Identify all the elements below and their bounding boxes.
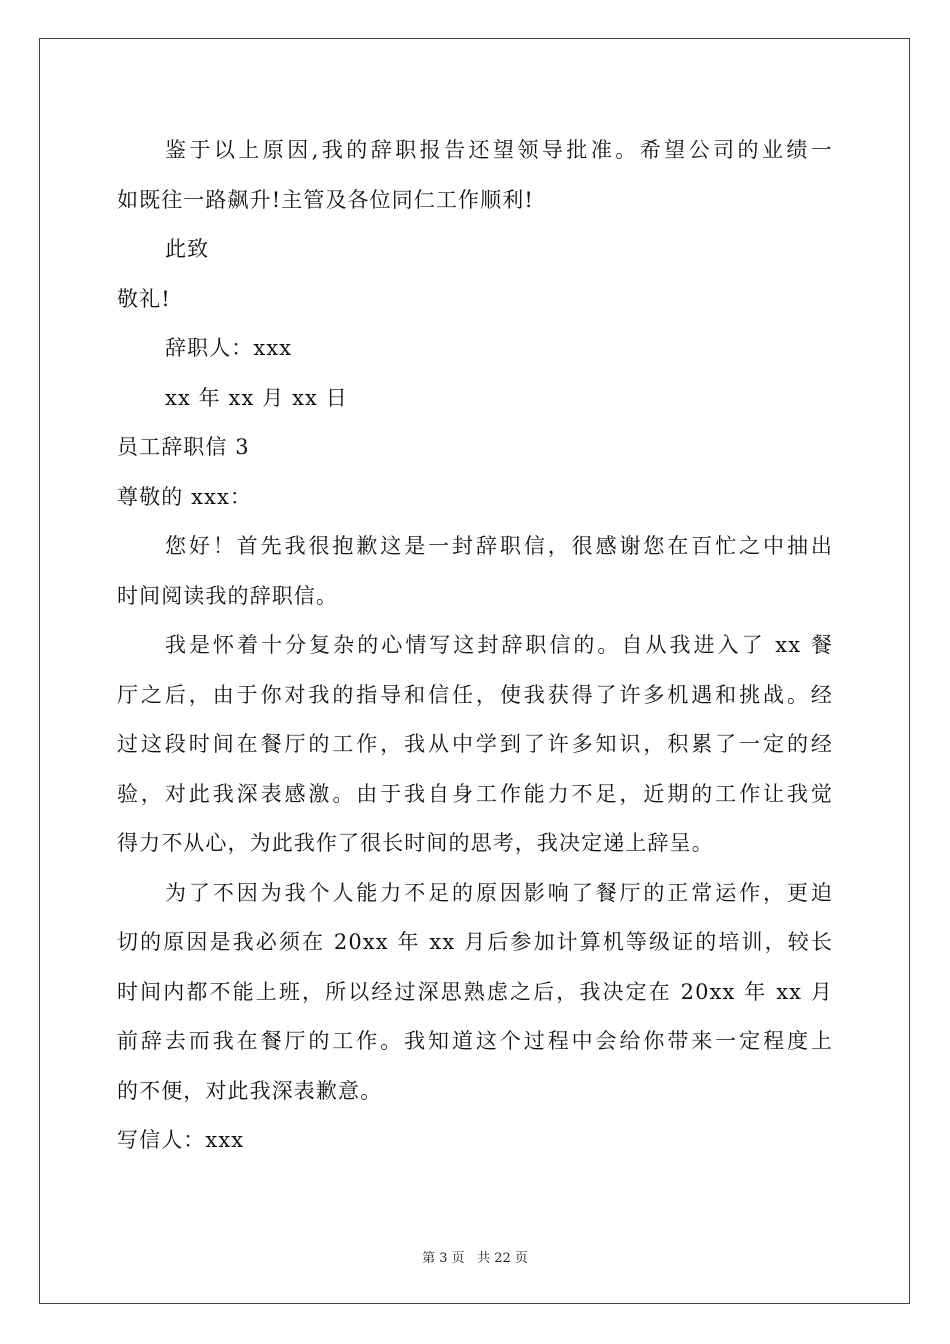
resigner-signature: 辞职人：xxx bbox=[165, 336, 293, 360]
page-total: 共 22 页 bbox=[477, 1251, 528, 1266]
paragraph-line: 您好！首先我很抱歉这是一封辞职信，很感谢您在百忙之中抽出 bbox=[165, 534, 833, 558]
paragraph-line: 切的原因是我必须在 20xx 年 xx 月后参加计算机等级证的培训，较长 bbox=[117, 930, 833, 954]
paragraph-line: 鉴于以上原因,我的辞职报告还望领导批准。希望公司的业绩一 bbox=[165, 138, 833, 162]
page-number: 第 3 页 bbox=[422, 1251, 465, 1266]
closing-regards: 敬礼! bbox=[117, 286, 171, 311]
letter-title: 员工辞职信 3 bbox=[117, 435, 250, 459]
page-footer bbox=[0, 1247, 950, 1266]
paragraph-line: 得力不从心，为此我作了很长时间的思考，我决定递上辞呈。 bbox=[117, 831, 714, 855]
paragraph-line: 为了不因为我个人能力不足的原因影响了餐厅的正常运作，更迫 bbox=[165, 880, 833, 905]
paragraph-line: 时间内都不能上班，所以经过深思熟虑之后，我决定在 20xx 年 xx 月 bbox=[117, 979, 833, 1004]
paragraph-line: 厅之后，由于你对我的指导和信任，使我获得了许多机遇和挑战。经 bbox=[117, 682, 833, 707]
paragraph-line: 的不便，对此我深表歉意。 bbox=[117, 1078, 383, 1103]
signature-date: xx 年 xx 月 xx 日 bbox=[165, 385, 348, 410]
paragraph-line: 如既往一路飙升!主管及各位同仁工作顺利! bbox=[117, 187, 534, 212]
paragraph-line: 前辞去而我在餐厅的工作。我知道这个过程中会给你带来一定程度上 bbox=[117, 1029, 833, 1053]
closing-salutation: 此致 bbox=[165, 237, 210, 261]
paragraph-line: 时间阅读我的辞职信。 bbox=[117, 583, 338, 608]
greeting: 尊敬的 xxx： bbox=[117, 484, 253, 509]
paragraph-line: 我是怀着十分复杂的心情写这封辞职信的。自从我进入了 xx 餐 bbox=[165, 633, 833, 657]
document-body bbox=[117, 126, 833, 1166]
writer-signature: 写信人：xxx bbox=[117, 1128, 245, 1152]
paragraph-line: 验，对此我深表感激。由于我自身工作能力不足，近期的工作让我觉 bbox=[117, 781, 833, 806]
paragraph-line: 过这段时间在餐厅的工作，我从中学到了许多知识，积累了一定的经 bbox=[117, 732, 833, 756]
